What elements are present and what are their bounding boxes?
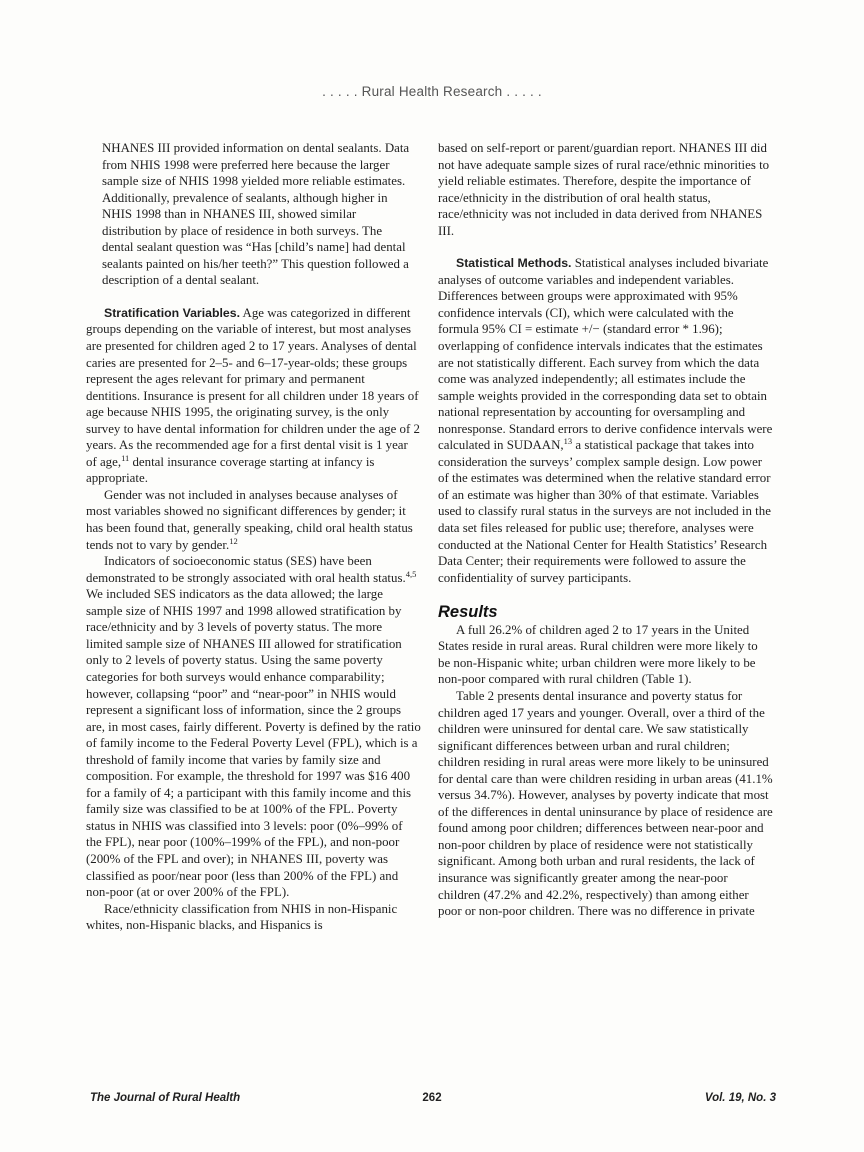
running-head: . . . . . Rural Health Research . . . . . (322, 84, 542, 99)
stratification-text-b: dental insurance coverage starting at infancy is appropriate. (86, 454, 375, 486)
footer-page-number: 262 (422, 1092, 442, 1104)
paragraph-race-continued: based on self-report or parent/guardian report. NHANES III did not have adequate sample sizes of rural race/ethnic minorities to yield reliable estimates. Therefore, despite the importance of race/ethnicity in the distribution of oral health status, race/ethnicity was not included in data derived from NHANES III. (438, 141, 770, 238)
paragraph-statistical-methods (438, 255, 773, 586)
paragraph-results-1: A full 26.2% of children aged 2 to 17 years in the United States reside in rural areas. Rural children were more likely to be non-Hispanic white; urban children were more likely to be non-poor compared with rural children (Table 1). (438, 622, 758, 687)
stratification-heading: Stratification Variables. (104, 305, 240, 320)
footer-journal: The Journal of Rural Health (90, 1092, 241, 1104)
citation-4-5: 4,5 (405, 568, 417, 579)
paragraph-ses (86, 553, 421, 900)
statistical-text-b: a statistical package that takes into consideration the surveys’ complex sample design. Low power of the estimates was determined when the relative standard error of an estimate was higher than 30% of that estimate. Variables used to classify rural status in the surveys are not included in the data set files released for public use; therefore, analyses were conducted at the National Center for Health Statistics’ Research Data Center; their requirements were followed to assure the confidentiality of survey participants. (438, 438, 771, 585)
ses-text-b: We included SES indicators as the data allowed; the large sample size of NHIS 1997 and 1998 allowed stratification by race/ethnicity and by 3 levels of poverty status. The more limited sample size of NHANES III allowed for stratification only to 2 levels of poverty status. Using the same poverty categories for both surveys would enhance comparability; however, collapsing “poor” and “near-poor” in NHIS would represent a significant loss of information, since the 2 groups are, in most cases, fairly different. Poverty is defined by the ratio of family income to the Federal Poverty Level (FPL), which is a threshold of family income that varies by family size and composition. For example, the threshold for 1997 was $16 400 for a family of 4; a participant with this family income and this family size was classified to be at 100% of the FPL. Poverty status in NHIS was classified into 3 levels: poor (0%–99% of the FPL), near poor (100%–199% of the FPL), and non-poor (200% of the FPL and over); in NHANES III, poverty was classified as poor/near poor (less than 200% of the FPL) and non-poor (at or over 200% of the FPL). (86, 587, 421, 900)
right-column (438, 140, 773, 920)
paragraph-gender (86, 487, 421, 553)
gender-text: Gender was not included in analyses because analyses of most variables showed no significant differences by gender; it has been found that, generally speaking, child oral health status tends not to vary by gender. (86, 487, 413, 552)
paragraph-sealants: NHANES III provided information on dental sealants. Data from NHIS 1998 were preferred here because the larger sample size of NHIS 1998 yielded more reliable estimates. Additionally, prevalence of sealants, although higher in NHIS 1998 than in NHANES III, showed similar distribution by place of residence in both surveys. The dental sealant question was “Has [child’s name] had dental sealants painted on his/her teeth?” This question followed a description of a dental sealant. (102, 141, 410, 288)
ses-text-a: Indicators of socioeconomic status (SES) have been demonstrated to be strongly associated with oral health status. (86, 554, 406, 585)
paragraph-race: Race/ethnicity classification from NHIS in non-Hispanic whites, non-Hispanic blacks, and Hispanics is (86, 901, 398, 933)
citation-12: 12 (229, 535, 238, 546)
statistical-text-a: Statistical analyses included bivariate analyses of outcome variables and independent variables. Differences between groups were approximated with 95% confidence intervals (CI), which were calculated with the formula 95% CI = estimate +/− (standard error * 1.96); overlapping of confidence intervals indicates that the estimates are not statistically different. Each survey from which the data come was analyzed independently; all estimates include the sample weights provided in the corresponding data set to obtain national representation by accounting for oversampling and nonresponse. Standard errors to derive confidence intervals were calculated in SUDAAN, (438, 256, 773, 453)
paragraph-stratification (86, 305, 421, 487)
left-column (86, 140, 421, 934)
stratification-text-a: Age was categorized in different groups depending on the variable of interest, but most analyses are presented for children aged 2 to 17 years. Analyses of dental caries are presented for 2–5- and 6–17-year-olds; these groups represent the ages relevant for primary and permanent dentitions. Insurance is present for all children under 18 years of age because NHIS 1995, the originating survey, is the only survey to have dental information for children under the age of 2 years. As the recommended age for a first dental visit is 1 year of age, (86, 305, 420, 469)
footer-volume: Vol. 19, No. 3 (704, 1092, 776, 1104)
statistical-methods-heading: Statistical Methods. (456, 256, 572, 271)
results-heading: Results (438, 603, 498, 622)
paragraph-results-2: Table 2 presents dental insurance and poverty status for children aged 17 years and younger. Overall, over a third of the children were uninsured for dental care. We saw statistically significant differences between urban and rural children; children residing in rural areas were more likely to be uninsured for dental care than were children residing in urban areas (41.1% versus 34.7%). However, analyses by poverty indicate that most of the differences in dental uninsurance by place of residence are found among poor children; differences between near-poor and non-poor children by place of residence were not statistically significant. Among both urban and rural residents, the lack of insurance was significantly greater among the near-poor children (47.2% and 42.2%, respectively) than among either poor or non-poor children. There was no difference in private (438, 688, 773, 919)
citation-11: 11 (121, 452, 130, 463)
citation-13: 13 (563, 436, 573, 447)
